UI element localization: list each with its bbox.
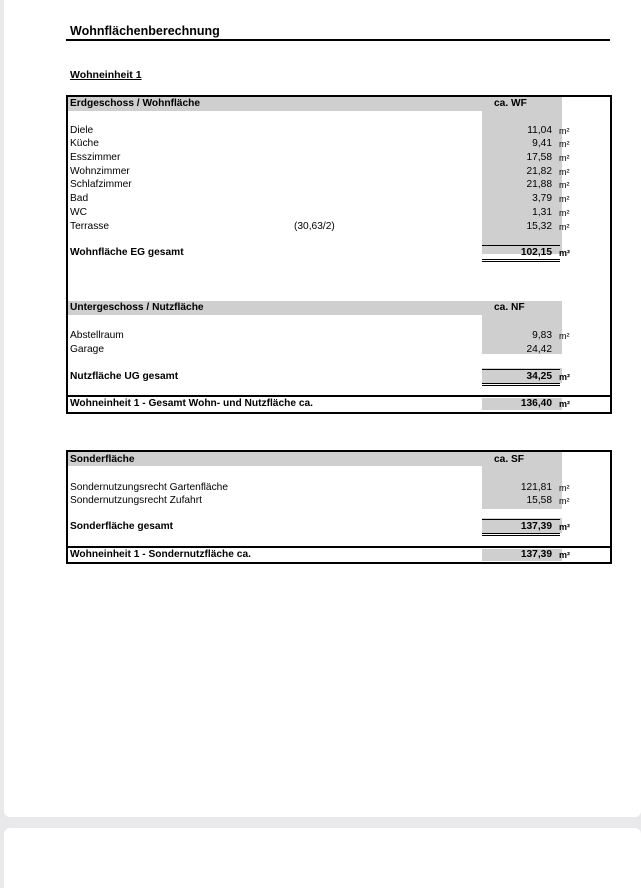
section-sf-header: Sonderfläche <box>70 454 135 465</box>
section-eg-header: Erdgeschoss / Wohnfläche <box>70 98 201 109</box>
eg-total-label: Wohnfläche EG gesamt <box>70 247 184 258</box>
sf-total-label: Sonderfläche gesamt <box>70 521 174 532</box>
terrace-note: (30,63/2) <box>294 221 335 232</box>
next-page-edge <box>4 828 641 888</box>
section-ug-header: Untergeschoss / Nutzfläche <box>70 302 204 313</box>
section-ug-column: ca. NF <box>494 302 525 313</box>
section-sf-column: ca. SF <box>494 454 525 465</box>
special-area-table: Sonderfläche ca. SF Sondernutzungsrecht Gartenfläche 121,81 m² Sondernutzungsrecht Zufahrt 15,58 m² Sonderfläche gesamt 137,39 m² Wohneinheit 1 - Sondernutzfläche ca. 137,39 m² <box>66 450 612 564</box>
unit-label: Wohneinheit 1 <box>70 69 142 81</box>
grand-total-label: Wohneinheit 1 - Gesamt Wohn- und Nutzfläche ca. <box>70 398 314 409</box>
grand-total-value: 136,40 <box>520 398 552 409</box>
sf-total-value: 137,39 <box>520 521 552 532</box>
title-rule <box>66 39 610 41</box>
ug-total-label: Nutzfläche UG gesamt <box>70 371 179 382</box>
eg-total-value: 102,15 <box>520 247 552 258</box>
living-area-table: Erdgeschoss / Wohnfläche ca. WF Diele 11,04 m² Küche 9,41 m² Esszimmer 17,58 m² Wohnzimmer 21,82 m² Schlafzimmer 21,88 m² Bad 3,79 m² WC 1,31 m² Terrasse (30,63/2) 15,32 m² Wohnfläche EG gesamt 102,15 m² Untergeschoss / Nutzfläche ca. NF Abstellraum 9,83 m² Garage 24,42 Nutzfläche UG gesamt 34,25 m² Wohneinheit 1 - Gesamt Wohn- und Nutzfläche ca. 136,40 m² <box>66 95 612 414</box>
sf-footer-value: 137,39 <box>520 549 552 560</box>
document-title: Wohnflächenberechnung <box>70 24 220 38</box>
ug-total-value: 34,25 <box>526 371 552 382</box>
section-eg-column: ca. WF <box>494 98 527 109</box>
sf-footer-label: Wohneinheit 1 - Sondernutzfläche ca. <box>70 549 251 560</box>
